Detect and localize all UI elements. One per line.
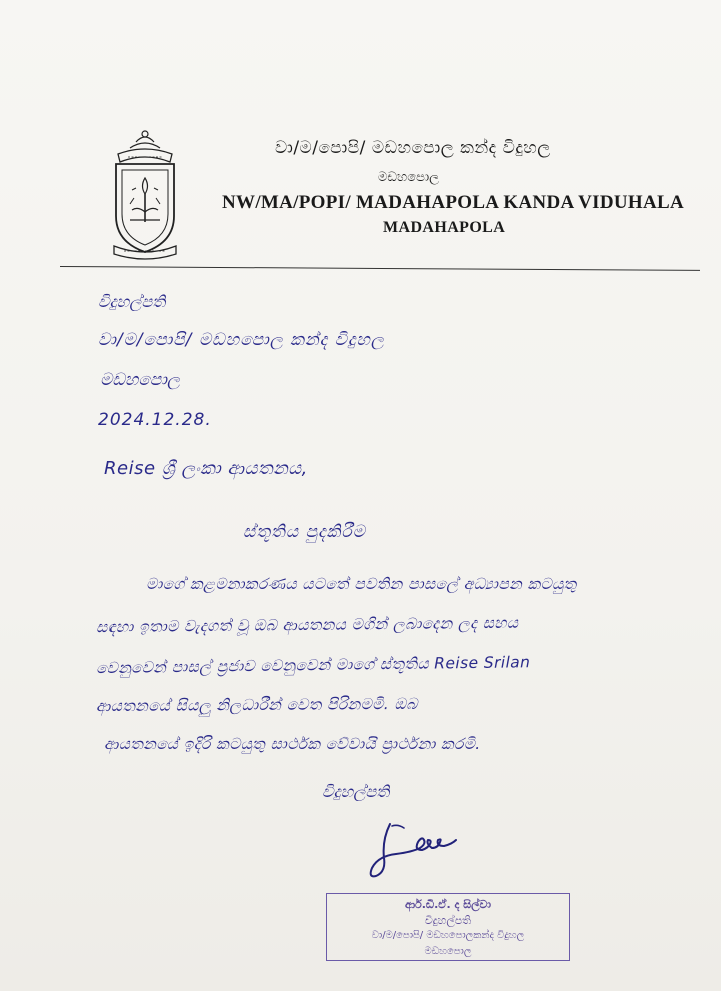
body-line: ආයතනයේ ඉදිරි කටයුතු සාර්ථක වේවායි ප්‍රාර්ථනා කරමි. (104, 735, 481, 753)
letterhead-english-school-name: NW/MA/POPI/ MADAHAPOLA KANDA VIDUHALA (222, 192, 684, 213)
sender-title: විදුහල්පති (98, 292, 166, 311)
handwritten-signature (362, 818, 462, 880)
letterhead-sinhala-town: මඩහපොල (378, 170, 440, 185)
body-line: මාගේ කළමනාකරණය යටතේ පවතින පාසලේ අධ්‍යාපන කටයුතු (146, 575, 577, 593)
sender-school: වා/ම/පොපි/ මඩහපොල කන්ද විදුහල (98, 330, 385, 350)
letter-date: 2024.12.28. (98, 410, 212, 430)
sender-town: මඩහපොල (100, 370, 180, 390)
stamp-town: මඩහපොල (424, 945, 472, 957)
letter-subject: ස්තූතිය පුදකිරීම (243, 522, 366, 542)
letterhead-sinhala-school-name: වා/ම/පොපි/ මඩහපොල කන්ද විදුහල (275, 138, 551, 158)
principal-rubber-stamp (326, 893, 570, 961)
body-line: වෙනුවෙන් පාසල් ප්‍රජාව වෙනුවෙන් මාගේ ස්තූතිය Reise Srilan (95, 653, 531, 678)
stamp-school: වා/ම/පොපි/ මඩහපොලකන්ද විදුහල (371, 930, 525, 941)
letter-body (96, 564, 706, 764)
letter-closing: විදුහල්පති (322, 782, 390, 801)
letterhead-english-town: MADAHAPOLA (383, 219, 506, 236)
stamp-name: ආර්.ඩී.ඒ. ද සිල්වා (404, 898, 492, 911)
school-crest-logo (106, 124, 184, 264)
stamp-title: විදුහල්පති (424, 913, 472, 927)
body-line: ආයතනයේ සියලු නිලධාරීන් වෙත පිරිනමමි. ඔබ (95, 694, 418, 716)
body-line: සඳහා ඉතාම වැදගත් වූ ඔබ ආයතනය මගින් ලබාදෙන ලද සහය (95, 613, 519, 637)
letterhead-divider (60, 266, 700, 271)
recipient-salutation: Reise ශ්‍රී ලංකා ආයතනය, (104, 458, 308, 479)
